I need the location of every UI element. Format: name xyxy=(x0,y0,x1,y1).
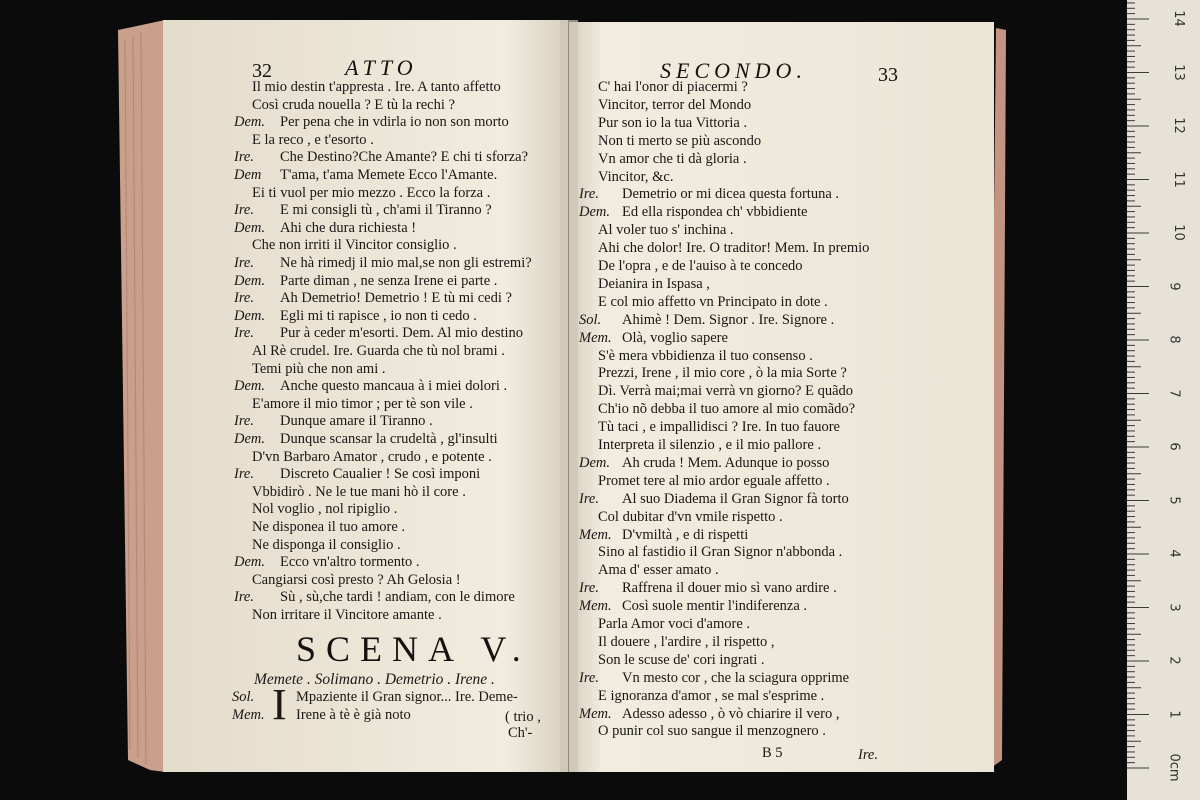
text-line: Prezzi, Irene , il mio core , ò la mia Sorte ? xyxy=(598,365,847,382)
text-line: Ne disponga il consiglio . xyxy=(252,536,401,553)
text-line: Vn amor che ti dà gloria . xyxy=(598,150,747,167)
speaker-label: Ire. xyxy=(579,186,599,203)
text-line: D'vmiltà , e di rispetti xyxy=(622,526,749,543)
text-line: Al suo Diadema il Gran Signor fà torto xyxy=(622,490,849,507)
text-line: Parla Amor voci d'amore . xyxy=(598,616,751,632)
text-line: De l'opra , e de l'auiso à te concedo xyxy=(598,258,803,274)
text-line: Sino al fastidio il Gran Signor n'abbonda . xyxy=(598,544,843,561)
text-line: Son le scuse de' cori ingrati . xyxy=(598,651,765,668)
ruler-number: 6 xyxy=(1166,442,1182,451)
speaker-label: Mem. xyxy=(579,705,612,722)
text-line: Demetrio or mi dicea questa fortuna . xyxy=(622,186,840,203)
text-line: Per pena che in vdirla io non son morto xyxy=(280,114,509,131)
text-line: Così suole mentir l'indiferenza . xyxy=(622,598,808,615)
text-line: Che Destino?Che Amante? E chi ti sforza? xyxy=(280,149,529,166)
text-line: Tù taci , e impallidisci ? Ire. In tuo fauore xyxy=(598,419,840,436)
text-line: Vincitor, terror del Mondo xyxy=(598,96,752,113)
text-line: Nol voglio , nol ripiglio . xyxy=(252,501,398,518)
speaker-label: Mem. xyxy=(579,526,612,543)
text-line: E'amore il mio timor ; per tè son vile . xyxy=(252,395,473,412)
text-line: Anche questo mancaua à i miei dolori . xyxy=(280,378,508,395)
text-line: T'ama, t'ama Memete Ecco l'Amante. xyxy=(280,167,498,183)
ruler-number: 2 xyxy=(1166,656,1182,665)
catchword: Ire. xyxy=(858,747,878,763)
ruler-number: 10 xyxy=(1170,224,1186,241)
speaker-label: Ire. xyxy=(234,202,254,219)
text-line: Dunque amare il Tiranno . xyxy=(280,413,433,430)
speaker-label: Ire. xyxy=(579,490,599,507)
speaker-label: Mem. xyxy=(232,707,265,723)
text-line: Sù , sù,che tardi ! andiam, con le dimore xyxy=(280,589,515,606)
speaker-label: Dem. xyxy=(234,272,266,289)
speaker-label: Ire. xyxy=(234,413,254,430)
text-line: Ne hà rimedj il mio mal,se non gli estremi? xyxy=(280,255,532,271)
ruler-number: 7 xyxy=(1166,388,1182,398)
text-line: Ama d' esser amato . xyxy=(598,562,719,579)
text-line: Parte diman , ne senza Irene ei parte . xyxy=(280,272,498,289)
ruler-number: 1 xyxy=(1166,709,1182,719)
speaker-label: Dem. xyxy=(234,219,266,236)
speaker-label: Ire. xyxy=(234,466,254,483)
text-line: Interpreta il silenzio , e il mio pallore . xyxy=(598,437,822,453)
speaker-label: Dem xyxy=(234,167,262,183)
text-line: Discreto Caualier ! Se così imponi xyxy=(280,466,481,483)
text-line: Ne disponea il tuo amore . xyxy=(252,519,406,535)
speaker-label: Dem. xyxy=(234,307,266,324)
text-line: Raffrena il douer mio sì vano ardire . xyxy=(622,580,837,597)
speaker-label: Dem. xyxy=(579,454,611,471)
text-line: Mpaziente il Gran signor... Ire. Deme- xyxy=(296,689,518,705)
speaker-label: Dem. xyxy=(234,554,266,571)
text-line: Ecco vn'altro tormento . xyxy=(280,554,420,571)
ruler-number: 13 xyxy=(1170,63,1186,81)
ruler-number: 3 xyxy=(1166,602,1182,612)
speaker-label: Ire. xyxy=(234,325,254,342)
speaker-label: Dem. xyxy=(234,431,266,447)
text-line: Ah cruda ! Mem. Adunque io posso xyxy=(622,454,830,471)
ruler-number: 8 xyxy=(1166,335,1182,344)
text-line: Ahimè ! Dem. Signor . Ire. Signore . xyxy=(622,311,835,328)
ruler-number: 5 xyxy=(1166,495,1182,505)
speaker-label: Ire. xyxy=(234,255,254,271)
speaker-label: Ire. xyxy=(234,149,254,166)
text-line: Al voler tuo s' inchina . xyxy=(598,222,734,239)
text-line: D'vn Barbaro Amator , crudo , e potente . xyxy=(252,448,492,465)
text-line: Ei ti vuol per mio mezzo . Ecco la forza . xyxy=(252,184,491,201)
speaker-label: Ire. xyxy=(234,290,254,307)
text-line: Ahi che dolor! Ire. O traditor! Mem. In premio xyxy=(598,240,870,257)
scene-title: SCENA V. xyxy=(296,629,531,669)
text-line: Temi più che non ami . xyxy=(252,360,386,377)
ruler-number: 11 xyxy=(1170,170,1186,188)
speaker-label: Dem. xyxy=(234,378,266,395)
text-line: ( trio , xyxy=(505,709,541,725)
text-line: Il douere , l'ardire , il rispetto , xyxy=(598,633,775,650)
speaker-label: Dem. xyxy=(579,204,611,221)
text-line: Il mio destin t'appresta . Ire. A tanto affetto xyxy=(252,79,501,95)
signature-mark: B 5 xyxy=(762,745,783,761)
text-line: C' hai l'onor di piacermi ? xyxy=(598,79,748,95)
text-line: E col mio affetto vn Principato in dote . xyxy=(598,293,828,310)
drop-cap: I xyxy=(272,680,287,729)
text-line: Col dubitar d'vn vmile rispetto . xyxy=(598,508,783,525)
text-line: Che non irriti il Vincitor consiglio . xyxy=(252,237,457,254)
text-line: Non ti merto se più ascondo xyxy=(598,132,762,149)
text-line: E ignoranza d'amor , se mal s'esprime . xyxy=(598,687,825,704)
speaker-label: Dem. xyxy=(234,114,266,131)
text-line: Deianira in Ispasa , xyxy=(598,275,710,292)
ruler-number: 4 xyxy=(1166,549,1182,558)
speaker-label: Mem. xyxy=(579,329,612,346)
right-running-header: SECONDO. xyxy=(660,58,807,83)
speaker-label: Sol. xyxy=(579,311,602,328)
speaker-label: Sol. xyxy=(232,689,255,705)
text-line: O punir col suo sangue il menzognero . xyxy=(598,723,826,740)
text-line: Adesso adesso , ò vò chiarire il vero , xyxy=(622,705,840,722)
text-line: Dì. Verrà mai;mai verrà vn giorno? E quãdo xyxy=(598,383,854,400)
text-line: Irene à tè è già noto xyxy=(296,707,411,723)
text-line: Vbbidirò . Ne le tue mani hò il core . xyxy=(252,483,466,500)
text-line: S'è mera vbbidienza il tuo consenso . xyxy=(598,347,813,364)
text-line: Vincitor, &c. xyxy=(598,168,674,185)
left-page-number: 32 xyxy=(252,60,272,82)
right-page-number: 33 xyxy=(878,64,898,86)
text-line: Promet tere al mio ardor eguale affetto . xyxy=(598,472,830,489)
text-line: Ch'io nõ debba il tuo amore al mio comãdo? xyxy=(598,401,856,418)
text-line: Ah Demetrio! Demetrio ! E tù mi cedi ? xyxy=(280,290,512,307)
text-line: Olà, voglio sapere xyxy=(622,329,728,346)
ruler-number: 12 xyxy=(1170,117,1186,134)
ruler-number: 9 xyxy=(1166,281,1182,291)
text-line: Ahi che dura richiesta ! xyxy=(280,219,417,236)
left-running-header: ATTO xyxy=(345,55,418,80)
speaker-label: Ire. xyxy=(579,669,599,686)
text-line: Cangiarsi così presto ? Ah Gelosia ! xyxy=(252,571,461,588)
text-line: E mi consigli tù , ch'ami il Tiranno ? xyxy=(280,202,492,219)
speaker-label: Ire. xyxy=(579,580,599,597)
cast-list: Memete . Solimano . Demetrio . Irene . xyxy=(254,671,495,688)
text-line: Pur son io la tua Vittoria . xyxy=(598,114,748,131)
text-line: E la reco , e t'esorto . xyxy=(252,131,374,148)
text-line: Pur à ceder m'esorti. Dem. Al mio destino xyxy=(280,325,524,342)
text-line: Egli mi ti rapisce , io non ti cedo . xyxy=(280,307,477,324)
text-line: Non irritare il Vincitore amante . xyxy=(252,607,442,623)
speaker-label: Ire. xyxy=(234,589,254,606)
catchword: Ch'- xyxy=(508,725,533,741)
text-line: Così cruda nouella ? E tù la rechi ? xyxy=(252,96,455,113)
speaker-label: Mem. xyxy=(579,598,612,615)
text-line: Al Rè crudel. Ire. Guarda che tù nol brami . xyxy=(252,343,505,359)
text-line: Dunque scansar la crudeltà , gl'insulti xyxy=(280,431,498,447)
ruler-number: 0cm xyxy=(1166,753,1182,782)
text-line: Vn mesto cor , che la sciagura opprime xyxy=(622,669,850,686)
text-line: Ed ella rispondea ch' vbbidiente xyxy=(622,204,808,221)
ruler-number: 14 xyxy=(1170,10,1186,27)
